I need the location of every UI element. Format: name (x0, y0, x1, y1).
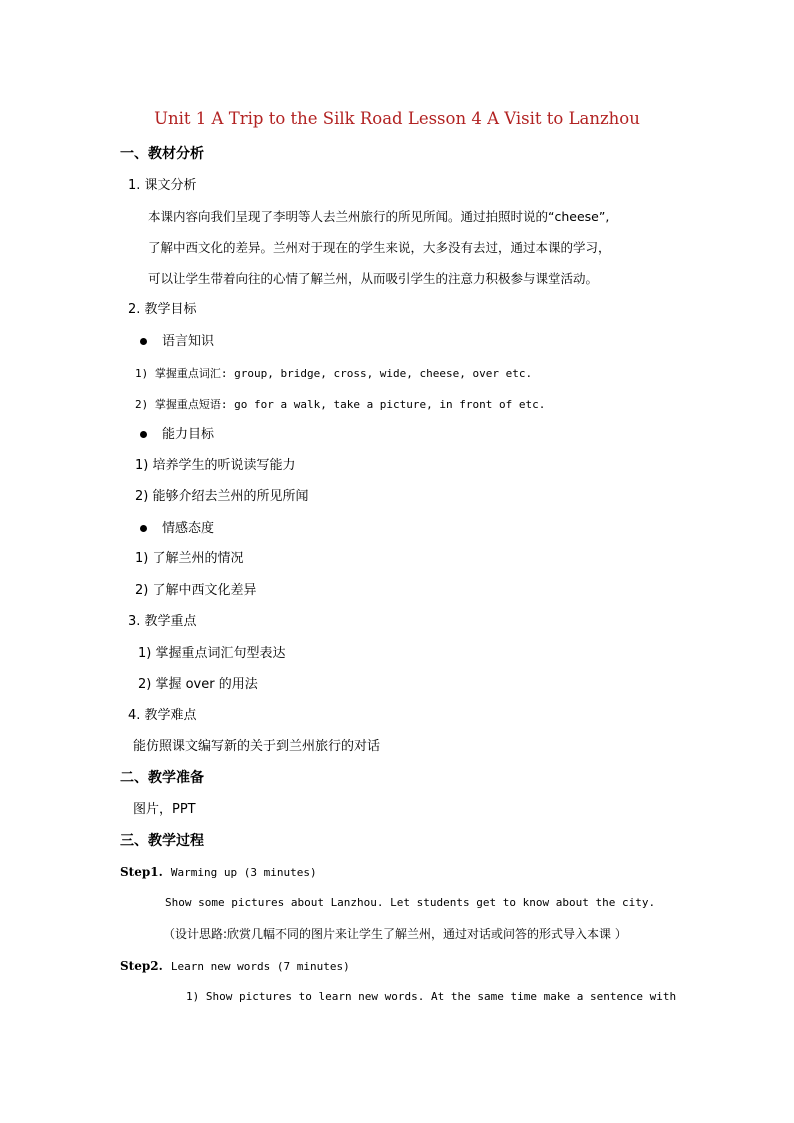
page-title: Unit 1 A Trip to the Silk Road Lesson 4 A Visit to Lanzhou (154, 109, 640, 128)
item-1-text-line-1: 本课内容向我们呈现了李明等人去兰州旅行的所见所闻。通过拍照时说的“cheese”, (148, 209, 610, 224)
goal-language-knowledge (140, 333, 214, 351)
step-2-line (120, 957, 350, 976)
goal-emotion (140, 520, 214, 538)
goal-label: 情感态度 (162, 521, 215, 536)
goal-language-item-2: 2) 掌握重点短语: go for a walk, take a picture, in front of etc. (135, 398, 546, 411)
item-2-title: 2. 教学目标 (128, 302, 197, 317)
goal-emotion-item-1: 1) 了解兰州的情况 (135, 551, 244, 566)
item-1-title: 1. 课文分析 (128, 178, 197, 193)
goal-ability-item-1: 1) 培养学生的听说读写能力 (135, 458, 296, 473)
step-1-text: Warming up (3 minutes) (170, 866, 317, 879)
item-4-title: 4. 教学难点 (128, 708, 197, 723)
section-1-heading: 一、教材分析 (120, 146, 204, 162)
item-1-text-line-3: 可以让学生带着向往的心情了解兰州，从而吸引学生的注意力积极参与课堂活动。 (148, 271, 599, 286)
goal-label: 能力目标 (162, 427, 215, 442)
goal-ability (140, 426, 214, 444)
bullet-icon (140, 338, 147, 345)
difficulty-text: 能仿照课文编写新的关于到兰州旅行的对话 (133, 739, 381, 754)
section-3-heading: 三、教学过程 (120, 833, 204, 849)
bullet-icon (140, 525, 147, 532)
item-3-title: 3. 教学重点 (128, 614, 197, 629)
key-point-2: 2) 掌握 over 的用法 (138, 677, 258, 692)
preparation-text: 图片，PPT (133, 802, 196, 817)
goal-language-item-1: 1) 掌握重点词汇: group, bridge, cross, wide, cheese, over etc. (135, 367, 533, 380)
step-2-text: Learn new words (7 minutes) (170, 960, 350, 973)
step-1-body: Show some pictures about Lanzhou. Let students get to know about the city. (165, 896, 656, 909)
key-point-1: 1) 掌握重点词汇句型表达 (138, 646, 286, 661)
step-1-design-note: （设计思路:欣赏几幅不同的图片来让学生了解兰州，通过对话或问答的形式导入本课 ） (163, 927, 627, 941)
step-2-label: Step2. (120, 959, 163, 973)
goal-emotion-item-2: 2) 了解中西文化差异 (135, 583, 257, 598)
step-2-body: 1) Show pictures to learn new words. At the same time make a sentence with (186, 990, 677, 1003)
item-1-text-line-2: 了解中西文化的差异。兰州对于现在的学生来说，大多没有去过，通过本课的学习， (148, 240, 611, 255)
goal-label: 语言知识 (162, 334, 215, 349)
bullet-icon (140, 431, 147, 438)
goal-ability-item-2: 2) 能够介绍去兰州的所见所闻 (135, 489, 309, 504)
section-2-heading: 二、教学准备 (120, 770, 204, 786)
step-1-label: Step1. (120, 865, 163, 879)
step-1-line (120, 863, 317, 882)
